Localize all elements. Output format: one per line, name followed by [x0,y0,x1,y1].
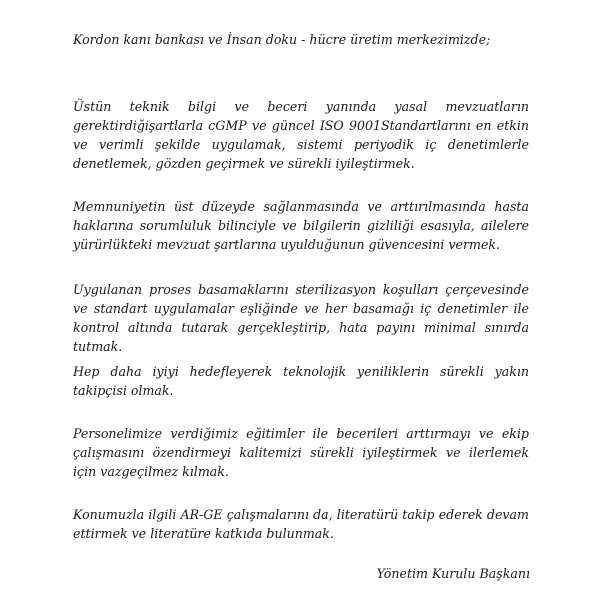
policy-paragraph: Üstün teknik bilgi ve beceri yanında yasal mevzuatların gerektirdiğişartlarla cGMP ve güncel ISO 9001Standartlarını en etkin ve verimli şekilde uygulamak, sistemi periyodik iç denetimlerle denetlemek, gözden geçirmek ve sürekli iyileştirmek. [73,99,529,171]
policy-paragraph: Personelimize verdiğimiz eğitimler ile becerileri arttırmayı ve ekip çalışmasını özendirmeyi kalitemizi sürekli iyileştirmek ve ilerlemek için vazgeçilmez kılmak. [73,426,529,479]
policy-paragraph: Memnuniyetin üst düzeyde sağlanmasında ve arttırılmasında hasta haklarına sorumluluk bilinciyle ve bilgilerin gizliliği esasıyla, ailelere yürürlükteki mevzuat şartlarına uyulduğunun güvencesini vermek. [73,199,529,252]
signature-line: Yönetim Kurulu Başkanı [376,566,530,581]
policy-paragraph: Konumuzla ilgili AR-GE çalışmalarını da, literatürü takip ederek devam ettirmek ve literatüre katkıda bulunmak. [73,507,529,541]
policy-paragraph: Hep daha iyiyi hedefleyerek teknolojik yeniliklerin sürekli yakın takipçisi olmak. [73,364,529,398]
policy-paragraph: Uygulanan proses basamaklarını sterilizasyon koşulları çerçevesinde ve standart uygulamalar eşliğinde ve her basamağı iç denetimler ile kontrol altında tutarak gerçekleştirip, hata payını minimal sınırda tutmak. [73,282,529,354]
intro-line: Kordon kanı bankası ve İnsan doku - hücre üretim merkezimizde; [73,32,491,47]
